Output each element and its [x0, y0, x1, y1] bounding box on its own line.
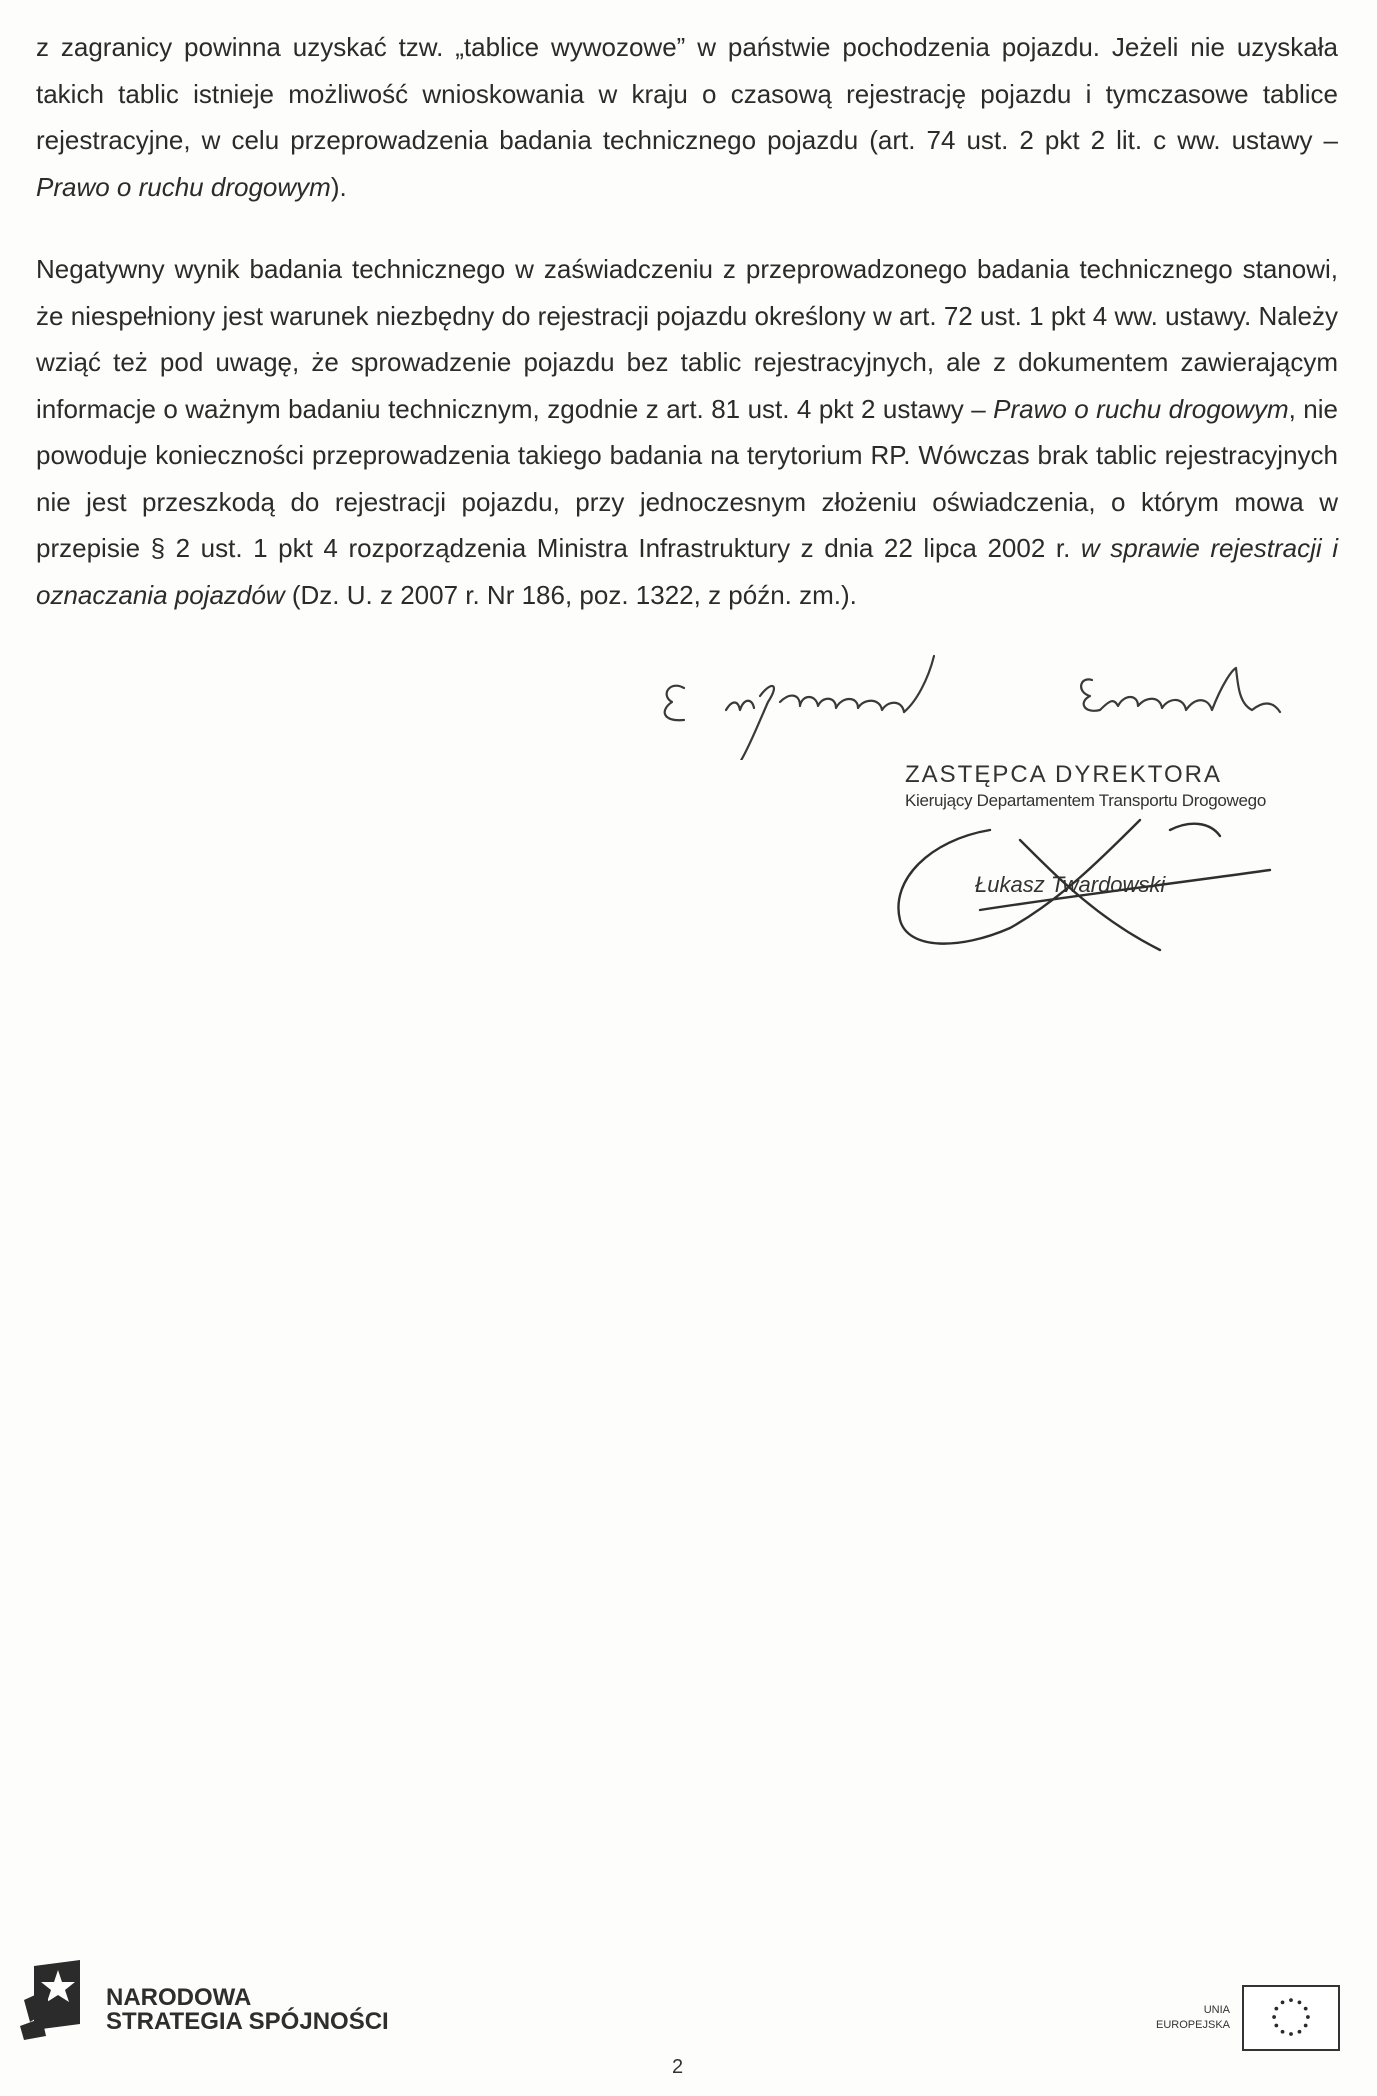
- nss-logo: [20, 1960, 400, 2040]
- eu-text-line1: UNIA: [1203, 2004, 1230, 2016]
- paragraph-2-text-a: Negatywny wynik badania technicznego w zaświadczeniu z przeprowadzonego badania technicznego stanowi, że niespełniony jest warunek niezbędny do rejestracji pojazdu określony w art. 72 ust. 1 pkt 4 ww. ustawy. Należy wziąć też pod uwagę, że sprowadzenie pojazdu bez tablic rejestracyjnych, ale z dokumentem zawierającym informacje o ważnym badaniu technicznym, zgodnie z art. 81 ust. 4 pkt 2 ustawy –: [36, 254, 1338, 424]
- star-flag-icon: [20, 1960, 84, 2040]
- logo-text-line2: STRATEGIA SPÓJNOŚCI: [106, 2008, 389, 2035]
- eu-logo: [1130, 1985, 1340, 2055]
- eu-text-line2: EUROPEJSKA: [1156, 2019, 1230, 2031]
- handwritten-closing: [640, 640, 1360, 760]
- paragraph-2: [36, 246, 1338, 618]
- logo-text-line1: NARODOWA: [106, 1984, 252, 2011]
- eu-flag-icon: [1242, 1985, 1340, 2051]
- paragraph-1-end: ).: [330, 171, 347, 202]
- stamp-subtitle: Kierujący Departamentem Transportu Drogowego: [905, 791, 1266, 810]
- stamp-title: ZASTĘPCA DYREKTORA: [905, 761, 1222, 788]
- page-number: 2: [672, 2056, 684, 2078]
- stamp-name: Łukasz Twardowski: [975, 872, 1166, 897]
- paragraph-2-italic-a: Prawo o ruchu drogowym: [993, 393, 1289, 424]
- paragraph-1-italic: Prawo o ruchu drogowym: [36, 171, 331, 202]
- paragraph-1-text: z zagranicy powinna uzyskać tzw. „tablice wywozowe” w państwie pochodzenia pojazdu. Jeżeli nie uzyskała takich tablic istnieje możliwość wnioskowania w kraju o czasową rejestrację pojazdu i tymczasowe tablice rejestracyjne, w celu przeprowadzenia badania technicznego pojazdu (art. 74 ust. 2 pkt 2 lit. c ww. ustawy –: [36, 32, 1338, 155]
- paragraph-2-text-b: , nie powoduje konieczności przeprowadzenia takiego badania na terytorium RP. Wówczas brak tablic rejestracyjnych nie jest przeszkodą do rejestracji pojazdu, przy jednoczesnym złożeniu oświadczenia, o którym mowa w przepisie § 2 ust. 1 pkt 4 rozporządzenia Ministra Infrastruktury z dnia 22 lipca 2002 r.: [36, 393, 1338, 563]
- paragraph-2-end: (Dz. U. z 2007 r. Nr 186, poz. 1322, z późn. zm.).: [291, 579, 857, 610]
- paragraph-1: [36, 24, 1338, 210]
- handwritten-signature: [870, 800, 1290, 970]
- paragraph-2-italic-b: w sprawie rejestracji i oznaczania pojazdów: [36, 533, 1338, 610]
